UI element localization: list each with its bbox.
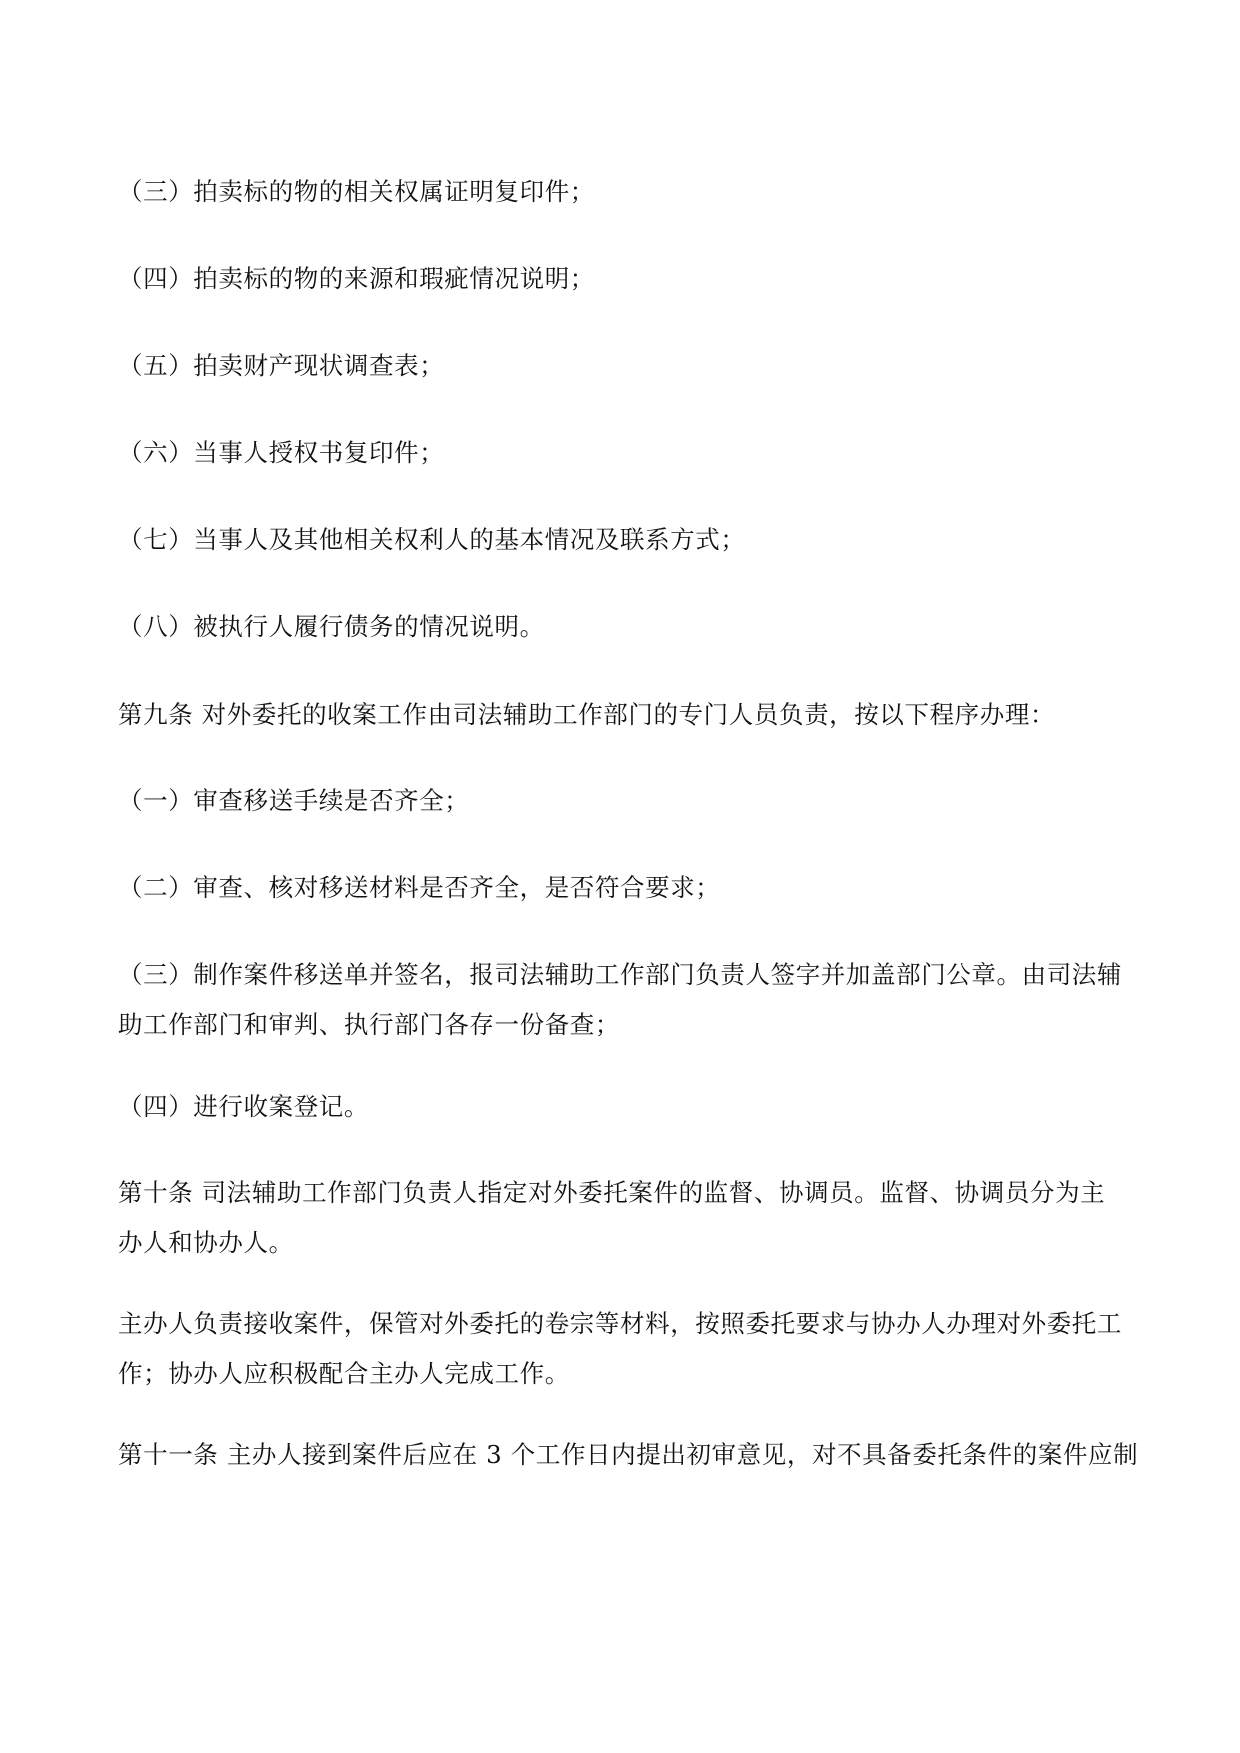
article-heading-paragraph: 第十条 司法辅助工作部门负责人指定对外委托案件的监督、协调员。监督、协调员分为主办人和协办人。 [118,1178,1106,1257]
paragraph: （四）拍卖标的物的来源和瑕疵情况说明； [118,264,595,293]
paragraph: （八）被执行人履行债务的情况说明。 [118,612,545,641]
paragraph: 主办人负责接收案件，保管对外委托的卷宗等材料，按照委托要求与协办人办理对外委托工作；协办人应积极配合主办人完成工作。 [118,1309,1122,1388]
paragraph: （五）拍卖财产现状调查表； [118,351,445,380]
paragraph: （三）拍卖标的物的相关权属证明复印件； [118,177,595,206]
paragraph: （六）当事人授权书复印件； [118,438,445,467]
paragraph: （二）审查、核对移送材料是否齐全，是否符合要求； [118,873,721,902]
paragraph: （四）进行收案登记。 [118,1092,369,1121]
paragraph: （一）审查移送手续是否齐全； [118,786,470,815]
paragraph: （三）制作案件移送单并签名，报司法辅助工作部门负责人签字并加盖部门公章。由司法辅助工作部门和审判、执行部门各存一份备查； [118,960,1122,1039]
article-heading-paragraph: 第十一条 主办人接到案件后应在 3 个工作日内提出初审意见，对不具备委托条件的案件应制 [118,1440,1139,1469]
paragraph: （七）当事人及其他相关权利人的基本情况及联系方式； [118,525,746,554]
article-heading-paragraph: 第九条 对外委托的收案工作由司法辅助工作部门的专门人员负责，按以下程序办理： [118,700,1056,729]
